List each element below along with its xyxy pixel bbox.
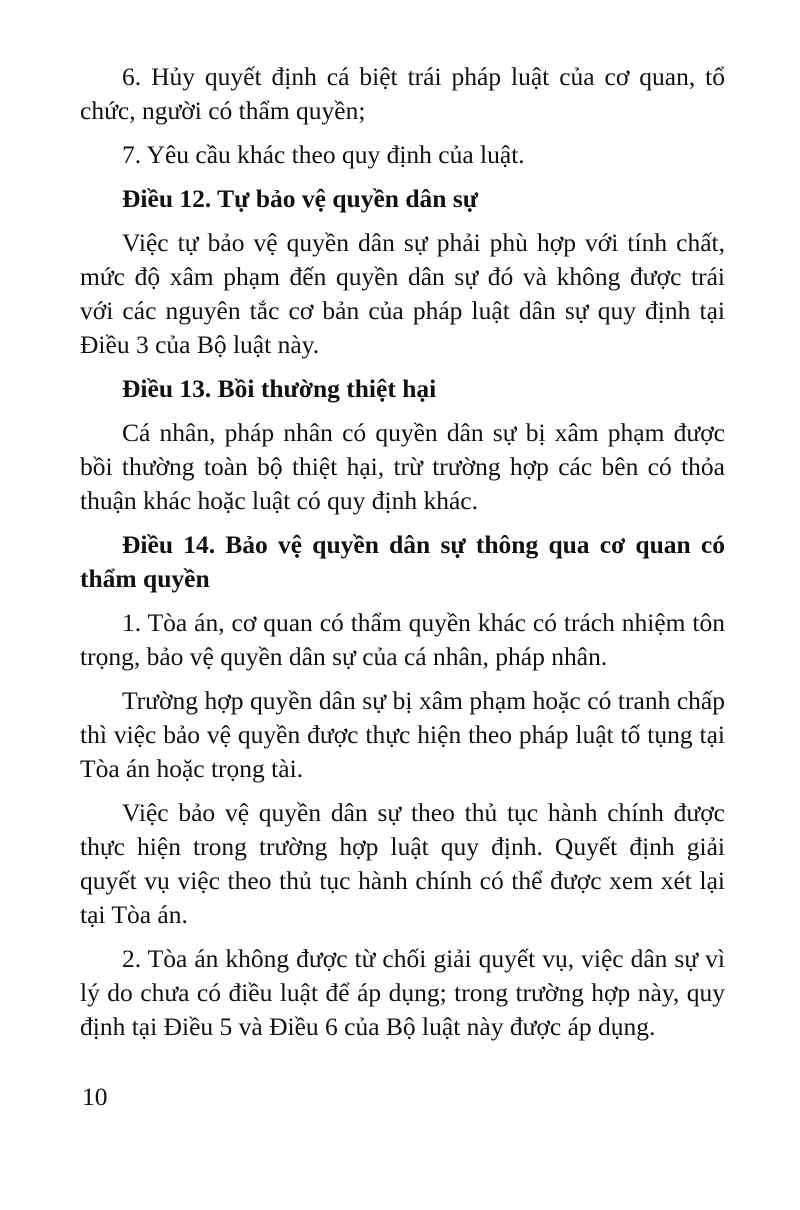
article-12-body: Việc tự bảo vệ quyền dân sự phải phù hợp với tính chất, mức độ xâm phạm đến quyền dân sự đó và không được trái với các nguyên tắc cơ bản của pháp luật dân sự quy định tại Điều 3 của Bộ luật này. xyxy=(80,228,725,359)
page-number: 10 xyxy=(82,1082,108,1111)
document-page xyxy=(80,60,725,1044)
article-14-clause-2: 2. Tòa án không được từ chối giải quyết vụ, việc dân sự vì lý do chưa có điều luật để áp dụng; trong trường hợp này, quy định tại Điều 5 và Điều 6 của Bộ luật này được áp dụng. xyxy=(80,944,725,1041)
article-13-heading: Điều 13. Bồi thường thiệt hại xyxy=(122,374,437,403)
article-13-body: Cá nhân, pháp nhân có quyền dân sự bị xâm phạm được bồi thường toàn bộ thiệt hại, trừ trường hợp các bên có thỏa thuận khác hoặc luật có quy định khác. xyxy=(80,418,725,515)
article-14-paragraph-dispute: Trường hợp quyền dân sự bị xâm phạm hoặc có tranh chấp thì việc bảo vệ quyền được thực hiện theo pháp luật tố tụng tại Tòa án hoặc trọng tài. xyxy=(80,686,725,783)
article-14-clause-1: 1. Tòa án, cơ quan có thẩm quyền khác có trách nhiệm tôn trọng, bảo vệ quyền dân sự của cá nhân, pháp nhân. xyxy=(80,608,725,671)
article-14-paragraph-administrative: Việc bảo vệ quyền dân sự theo thủ tục hành chính được thực hiện trong trường hợp luật quy định. Quyết định giải quyết vụ việc theo thủ tục hành chính có thể được xem xét lại tại Tòa án. xyxy=(80,798,725,929)
paragraph-item-6: 6. Hủy quyết định cá biệt trái pháp luật của cơ quan, tổ chức, người có thẩm quyền; xyxy=(80,62,725,125)
paragraph-item-7: 7. Yêu cầu khác theo quy định của luật. xyxy=(122,140,525,169)
article-12-heading: Điều 12. Tự bảo vệ quyền dân sự xyxy=(122,184,479,213)
article-14-heading: Điều 14. Bảo vệ quyền dân sự thông qua cơ quan có thẩm quyền xyxy=(80,530,725,593)
